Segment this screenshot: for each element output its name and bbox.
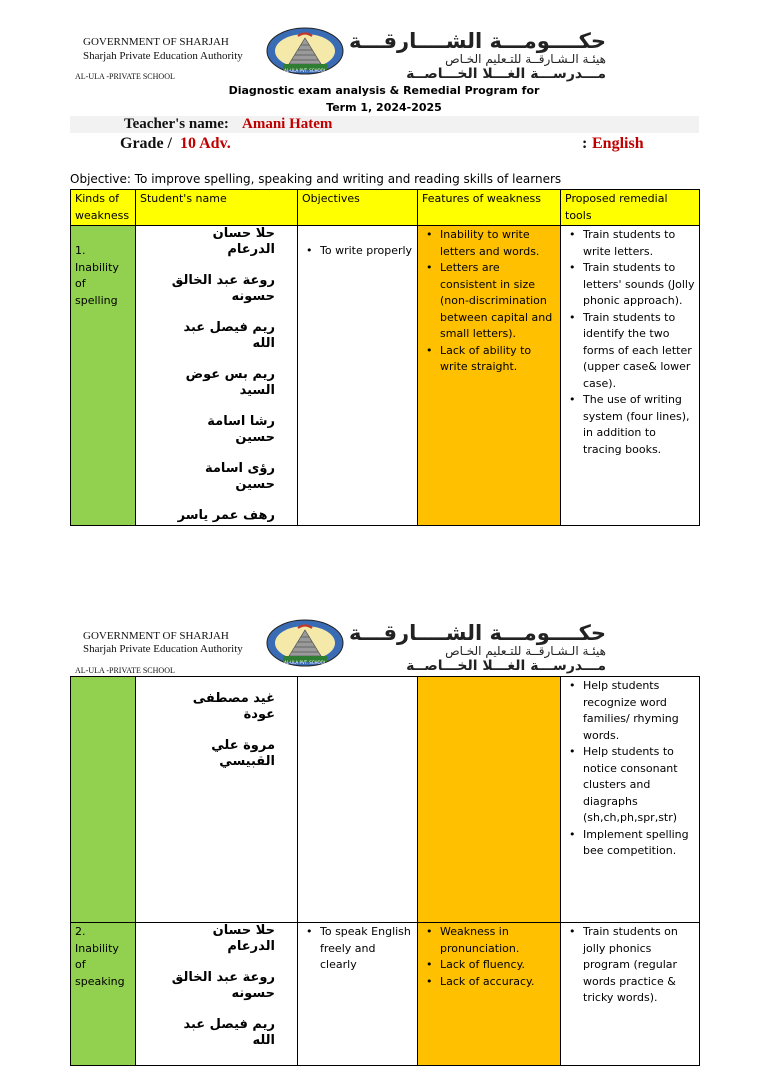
feature-item: • Lack of ability to write straight. <box>422 343 556 376</box>
doc-title-line1: Diagnostic exam analysis & Remedial Program for <box>228 84 540 97</box>
names-cell <box>136 923 298 1066</box>
kind-cell <box>71 226 136 526</box>
features-cell <box>418 923 561 1066</box>
student-name: ريم بس عوض السيد <box>185 367 275 398</box>
header-student-name: Student's name <box>136 190 298 226</box>
arabic-header <box>346 622 606 674</box>
svg-text:AL-ULA PVT. SCHOOL: AL-ULA PVT. SCHOOL <box>283 68 327 73</box>
feature-item: • Letters are consistent in size (non-discrimination between capital and small letters). <box>422 260 556 343</box>
tools-cell <box>561 226 700 526</box>
teacher-name: Amani Hatem <box>242 116 333 132</box>
tool-item: • Implement spelling bee competition. <box>565 827 695 860</box>
school-logo <box>265 618 345 668</box>
student-name: روعة عبد الخالق حسونه <box>171 970 275 1001</box>
subject-value: English <box>592 135 644 152</box>
authority-line: Sharjah Private Education Authority <box>83 643 243 655</box>
kind-cell <box>71 677 136 923</box>
features-cell <box>418 226 561 526</box>
arabic-gov-line: حكــــومـــة الشــــارقـــة <box>349 29 606 53</box>
table-header-row <box>71 190 700 226</box>
grade-label: Grade / <box>120 135 172 152</box>
student-name: رؤى اسامة حسين <box>204 461 275 492</box>
doc-title-line2: Term 1, 2024-2025 <box>326 101 442 114</box>
arabic-gov-line: حكــــومـــة الشــــارقـــة <box>349 621 606 645</box>
arabic-authority-line: هيئـة الـشـارقــة للتـعليم الخـاص <box>445 52 606 66</box>
objectives-cell <box>298 226 418 526</box>
kind-cell <box>71 923 136 1066</box>
features-cell <box>418 677 561 923</box>
header-objectives: Objectives <box>298 190 418 226</box>
remedial-table <box>70 189 700 526</box>
school-logo <box>265 26 345 76</box>
teacher-label: Teacher's name: <box>124 116 229 132</box>
kind-text: 1. Inability of spelling <box>75 244 119 307</box>
arabic-school-line: مـــدرســـة الغـــلا الخـــاصــة <box>406 66 606 82</box>
student-name: روعة عبد الخالق حسونه <box>171 273 275 304</box>
svg-text:AL-ULA PVT. SCHOOL: AL-ULA PVT. SCHOOL <box>283 660 327 665</box>
feature-item: • Inability to write letters and words. <box>422 227 556 260</box>
objectives-cell <box>298 677 418 923</box>
student-name: رشا اسامة حسين <box>207 414 275 445</box>
names-cell <box>136 677 298 923</box>
objective-text: Objective: To improve spelling, speaking and writing and reading skills of learners <box>70 172 562 186</box>
header-kinds: Kinds of weakness <box>71 190 136 226</box>
feature-item: • Weakness in pronunciation. <box>422 924 556 957</box>
arabic-authority-line: هيئـة الـشـارقــة للتـعليم الخـاص <box>445 644 606 658</box>
student-name: غيد مصطفى عودة <box>192 691 275 722</box>
student-name: رهف عمر ياسر <box>177 508 275 523</box>
tool-item: • Help students to notice consonant clusters and diagraphs (sh,ch,ph,spr,str) <box>565 744 695 827</box>
gov-line: GOVERNMENT OF SHARJAH <box>83 630 229 642</box>
tools-cell <box>561 677 700 923</box>
arabic-school-line: مـــدرســـة الغـــلا الخـــاصــة <box>406 658 606 674</box>
school-line: AL-ULA -PRIVATE SCHOOL <box>75 666 175 675</box>
kind-text: 2. Inability of speaking <box>75 925 125 988</box>
names-cell <box>136 226 298 526</box>
table-row <box>71 923 700 1066</box>
tool-item: • The use of writing system (four lines), in addition to tracing books. <box>565 392 695 458</box>
tool-item: • Train students to letters' sounds (Jolly phonic approach). <box>565 260 695 310</box>
arabic-header <box>346 30 606 82</box>
tool-item: • Train students to write letters. <box>565 227 695 260</box>
feature-item: • Lack of accuracy. <box>422 974 556 991</box>
tool-item: • Help students recognize word families/ rhyming words. <box>565 678 695 744</box>
table-row <box>71 677 700 923</box>
student-name: مروة علي القبيسي <box>211 738 275 769</box>
tool-item: • Train students to identify the two forms of each letter (upper case& lower case). <box>565 310 695 393</box>
objective-item: • To speak English freely and clearly <box>302 924 413 974</box>
gov-line: GOVERNMENT OF SHARJAH <box>83 36 229 48</box>
school-line: AL-ULA -PRIVATE SCHOOL <box>75 72 175 81</box>
remedial-table-continued <box>70 676 700 1066</box>
tool-item: • Train students on jolly phonics program (regular words practice & tricky words). <box>565 924 695 1007</box>
student-name: ريم فيصل عبد الله <box>183 320 275 351</box>
objective-item: • To write properly <box>302 243 413 260</box>
student-name: ريم فيصل عبد الله <box>183 1017 275 1048</box>
feature-item: • Lack of fluency. <box>422 957 556 974</box>
authority-line: Sharjah Private Education Authority <box>83 50 243 62</box>
grade-value: 10 Adv. <box>180 135 231 152</box>
student-name: حلا حسان الدرعام <box>212 923 275 954</box>
table-row <box>71 226 700 526</box>
header-features: Features of weakness <box>418 190 561 226</box>
header-tools: Proposed remedial tools <box>561 190 700 226</box>
objectives-cell <box>298 923 418 1066</box>
tools-cell <box>561 923 700 1066</box>
student-name: حلا حسان الدرعام <box>212 226 275 257</box>
subject-colon: : <box>582 135 588 152</box>
